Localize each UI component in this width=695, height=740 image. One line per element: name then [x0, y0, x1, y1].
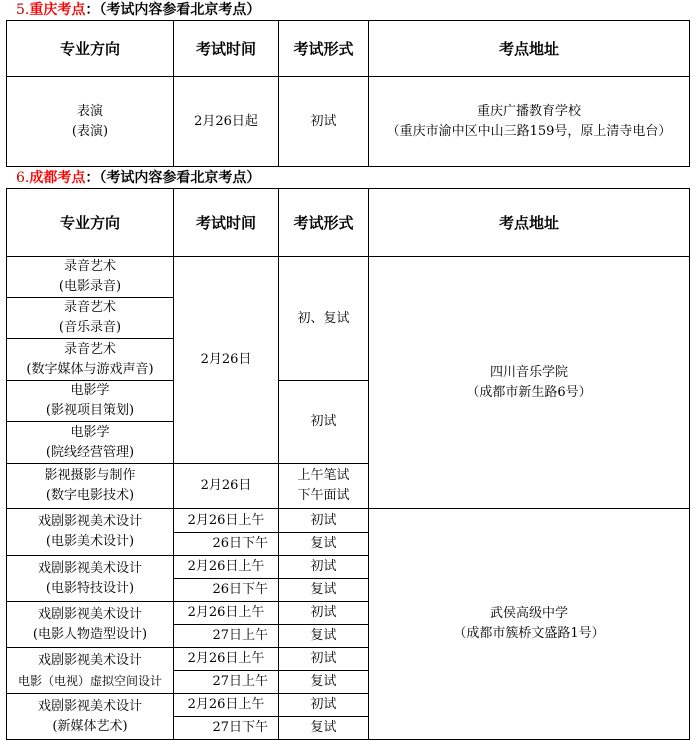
time-cell: 2月26日上午	[174, 602, 279, 625]
major-name: 戏剧影视美术设计	[37, 560, 142, 576]
time-cell: 2月26日起	[174, 77, 279, 167]
time-cell: 26日下午	[174, 579, 279, 602]
major-direction: (电影美术设计)	[45, 534, 135, 549]
header-major: 专业方向	[7, 21, 174, 77]
venue-address: （重庆市渝中区中山三路159号，原上清寺电台）	[386, 123, 672, 139]
time-cell: 26日下午	[174, 533, 279, 556]
time-cell: 2月26日上午	[174, 556, 279, 579]
table-header-row	[7, 189, 690, 257]
chongqing-exam-table	[6, 20, 690, 167]
major-direction: (电影人物造型设计)	[32, 626, 148, 642]
major-cell	[7, 464, 174, 509]
address-cell	[369, 257, 690, 509]
time-cell: 2月26日	[174, 257, 279, 464]
header-address: 考点地址	[369, 21, 690, 77]
major-direction: (院线经营管理)	[45, 444, 135, 460]
major-name: 表演	[76, 103, 103, 119]
time-cell: 2月26日	[174, 464, 279, 509]
form-cell: 初试	[279, 381, 369, 464]
form-cell: 复试	[279, 533, 369, 556]
major-cell	[7, 381, 174, 422]
time-cell: 27日上午	[174, 625, 279, 648]
time-cell: 2月26日上午	[174, 509, 279, 533]
section-5-note: （考试内容参看北京考点）	[99, 2, 261, 18]
time-cell: 27日上午	[174, 671, 279, 694]
major-direction: (数字电影技术)	[45, 488, 135, 503]
section-6-number: 6.	[16, 170, 30, 186]
section-6-note: （考试内容参看北京考点）	[99, 170, 261, 186]
major-cell	[7, 694, 174, 740]
form-cell: 初试	[279, 602, 369, 625]
venue-address: （成都市新生路6号）	[466, 384, 592, 400]
major-direction: (新媒体艺术)	[52, 718, 128, 734]
table-row	[7, 257, 690, 298]
form-cell: 初试	[279, 77, 369, 167]
venue-name: 武侯高级中学	[489, 606, 568, 621]
venue-name: 重庆广播教育学校	[476, 103, 581, 119]
time-cell: 2月26日上午	[174, 648, 279, 671]
section-5-city: 重庆考点	[29, 2, 86, 18]
form-line-1: 上午笔试	[297, 468, 350, 483]
form-cell: 复试	[279, 625, 369, 648]
header-time: 考试时间	[174, 21, 279, 77]
table-header-row	[7, 21, 690, 77]
major-name: 戏剧影视美术设计	[37, 514, 142, 529]
header-time: 考试时间	[174, 189, 279, 257]
major-cell	[7, 602, 174, 648]
major-cell	[7, 648, 174, 694]
chengdu-exam-table	[6, 188, 690, 740]
major-direction: 电影（电视）虚拟空间设计	[17, 673, 162, 688]
major-name: 电影学	[70, 424, 110, 440]
form-cell: 初试	[279, 694, 369, 717]
major-cell	[7, 77, 174, 167]
major-name: 录音艺术	[63, 259, 116, 274]
major-cell	[7, 422, 174, 464]
major-cell	[7, 556, 174, 602]
form-cell: 复试	[279, 671, 369, 694]
venue-address: （成都市簇桥文盛路1号）	[453, 626, 605, 641]
form-line-2: 下午面试	[297, 488, 350, 503]
section-5-heading	[16, 0, 260, 20]
major-cell	[7, 257, 174, 298]
major-direction: (音乐录音)	[58, 320, 122, 335]
major-direction: (表演)	[71, 123, 109, 139]
major-name: 录音艺术	[63, 341, 116, 357]
header-form: 考试形式	[279, 21, 369, 77]
section-6-colon: ：	[85, 170, 100, 186]
form-cell	[279, 464, 369, 509]
major-name: 影视摄影与制作	[44, 468, 136, 483]
major-direction: (数字媒体与游戏声音)	[26, 361, 154, 377]
section-6-heading	[16, 168, 260, 188]
header-form: 考试形式	[279, 189, 369, 257]
form-cell: 初试	[279, 556, 369, 579]
section-5-colon: ：	[85, 2, 100, 18]
major-name: 录音艺术	[63, 300, 116, 315]
section-5-number: 5.	[16, 2, 30, 18]
major-name: 电影学	[70, 383, 110, 398]
header-address: 考点地址	[369, 189, 690, 257]
table-row	[7, 509, 690, 533]
section-6-city: 成都考点	[29, 170, 86, 186]
header-major: 专业方向	[7, 189, 174, 257]
major-direction: (影视项目策划)	[45, 403, 135, 418]
address-cell	[369, 77, 690, 167]
venue-name: 四川音乐学院	[489, 364, 568, 380]
major-direction: (电影录音)	[58, 279, 122, 294]
major-cell	[7, 509, 174, 556]
time-cell: 27日下午	[174, 717, 279, 740]
form-cell: 初试	[279, 648, 369, 671]
table-row	[7, 77, 690, 167]
major-cell	[7, 339, 174, 381]
form-cell: 复试	[279, 717, 369, 740]
major-name: 戏剧影视美术设计	[37, 698, 142, 714]
major-direction: (电影特技设计)	[45, 580, 135, 596]
time-cell: 2月26日上午	[174, 694, 279, 717]
form-cell: 复试	[279, 579, 369, 602]
major-name: 戏剧影视美术设计	[37, 652, 142, 668]
form-cell: 初试	[279, 509, 369, 533]
address-cell	[369, 509, 690, 740]
major-name: 戏剧影视美术设计	[37, 606, 142, 622]
major-cell	[7, 298, 174, 339]
form-cell: 初、复试	[279, 257, 369, 381]
